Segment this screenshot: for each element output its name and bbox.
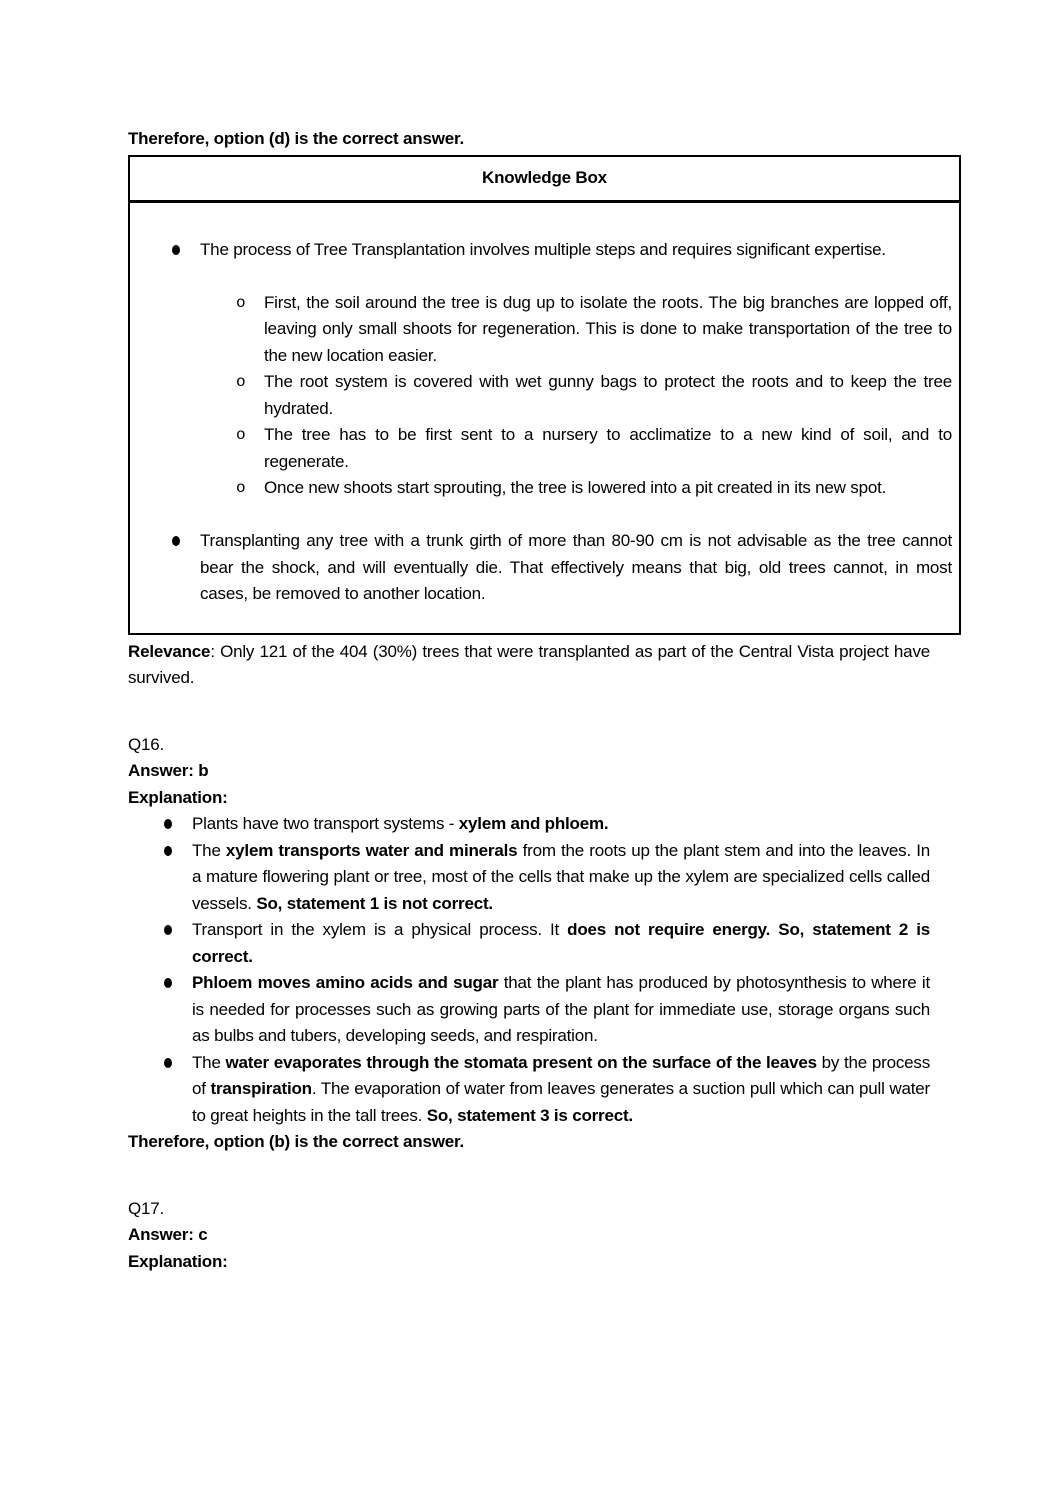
bullet-dot-icon	[164, 819, 172, 829]
kb-sub-bullet-text: The root system is covered with wet gunny bags to protect the roots and to keep the tree hydrated.	[264, 372, 952, 418]
bullet-dot-icon	[164, 925, 172, 935]
q17-label: Q17.	[128, 1198, 165, 1218]
bullet-marker-icon	[172, 528, 200, 608]
bullet-dot-icon	[172, 245, 180, 255]
spacer	[130, 263, 952, 290]
q17-section	[128, 1196, 930, 1276]
bullet-marker-icon	[172, 237, 200, 264]
bullet-marker-icon	[164, 811, 192, 838]
q17-explanation-label: Explanation:	[128, 1251, 228, 1271]
relevance-note: Relevance: Only 121 of the 404 (30%) trees that were transplanted as part of the Central Vista project have survived.	[128, 641, 930, 687]
bullet-dot-icon	[164, 846, 172, 856]
sub-bullet-marker-icon: o	[236, 293, 246, 312]
bullet-marker-icon	[164, 1050, 192, 1130]
kb-sub-bullet-item	[236, 475, 952, 502]
q16-explanation-list	[128, 811, 930, 1129]
q16-label: Q16.	[128, 734, 165, 754]
sub-bullet-marker-icon: o	[236, 373, 246, 391]
kb-sub-bullet-text: First, the soil around the tree is dug up to isolate the roots. The big branches are lopped off, leaving only small shoots for regeneration. This is done to make transportation of the tree to the new location easier.	[264, 292, 952, 365]
explanation-bullet-text: Plants have two transport systems - xylem and phloem.	[192, 814, 609, 833]
spacer	[130, 502, 952, 529]
kb-sub-bullet-text: Once new shoots start sprouting, the tree is lowered into a pit created in its new spot.	[264, 478, 887, 497]
sub-bullet-marker-icon: o	[236, 479, 246, 497]
q16-answer: Answer: b	[128, 761, 209, 780]
knowledge-box	[128, 155, 961, 635]
q16-section	[128, 732, 930, 1156]
kb-sub-bullet-item	[236, 422, 952, 475]
q15-conclusion: Therefore, option (d) is the correct answer.	[128, 129, 464, 148]
kb-sub-bullet-item	[236, 369, 952, 422]
explanation-bullet-item	[164, 917, 930, 970]
knowledge-box-title: Knowledge Box	[130, 157, 959, 203]
bullet-marker-icon	[164, 917, 192, 970]
explanation-bullet-item	[164, 1050, 930, 1130]
knowledge-box-body	[130, 203, 959, 633]
explanation-bullet-text: Phloem moves amino acids and sugar that the plant has produced by photosynthesis to where it is needed for processes such as growing parts of the plant for immediate use, storage organs such as bulbs and tubers, developing seeds, and respiration.	[192, 973, 931, 1045]
kb-sub-bullet-text: The tree has to be first sent to a nursery to acclimatize to a new kind of soil, and to regenerate.	[264, 425, 952, 471]
explanation-bullet-item	[164, 838, 930, 918]
bullet-dot-icon	[172, 536, 180, 546]
explanation-bullet-text: The water evaporates through the stomata present on the surface of the leaves by the process of transpiration. The evaporation of water from leaves generates a suction pull which can pull water to great heights in the tall trees. So, statement 3 is correct.	[192, 1052, 930, 1125]
q16-conclusion: Therefore, option (b) is the correct answer.	[128, 1132, 464, 1151]
explanation-bullet-text: Transport in the xylem is a physical process. It does not require energy. So, statement 2 is correct.	[192, 920, 930, 966]
q16-explanation-label: Explanation:	[128, 787, 228, 807]
kb-bullet-text: The process of Tree Transplantation involves multiple steps and requires significant expertise.	[200, 239, 886, 259]
kb-bullet-item	[172, 528, 952, 608]
bullet-dot-icon	[164, 1058, 172, 1068]
q17-answer: Answer: c	[128, 1225, 208, 1244]
sub-bullet-marker-icon: o	[236, 426, 246, 444]
bullet-marker-icon	[164, 970, 192, 1050]
kb-bullet-item	[172, 237, 952, 264]
explanation-bullet-item	[164, 970, 930, 1050]
bullet-marker-icon	[164, 838, 192, 918]
explanation-bullet-text: The xylem transports water and minerals from the roots up the plant stem and into the leaves. In a mature flowering plant or tree, most of the cells that make up the xylem are specialized cells called vessels. So, statement 1 is not correct.	[192, 840, 930, 913]
kb-bullet-text: Transplanting any tree with a trunk girth of more than 80-90 cm is not advisable as the tree cannot bear the shock, and will eventually die. That effectively means that big, old trees cannot, in most cases, be removed to another location.	[200, 531, 952, 603]
explanation-bullet-item	[164, 811, 930, 838]
bullet-dot-icon	[164, 978, 172, 988]
kb-sub-bullet-item	[236, 290, 952, 370]
